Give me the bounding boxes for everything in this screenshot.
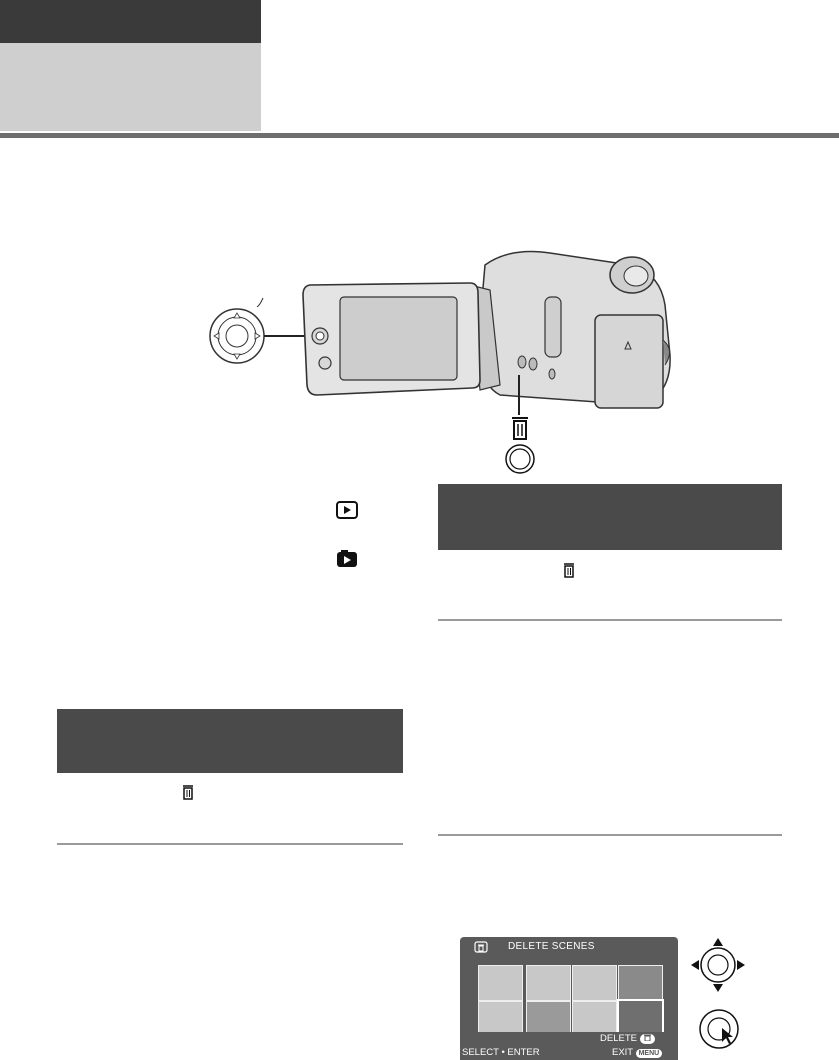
divider (438, 619, 782, 621)
trash-icon (562, 562, 576, 578)
section-tab-dark (0, 0, 261, 43)
delete-label: DELETE (600, 1033, 637, 1044)
picture-playback-icon (336, 550, 358, 568)
trash-icon (181, 784, 195, 800)
header-rule (0, 133, 839, 138)
delete-button-icon (503, 444, 537, 474)
divider (57, 843, 403, 845)
scene-thumbnail[interactable] (478, 965, 523, 1001)
divider (438, 834, 782, 836)
scene-thumbnail[interactable] (526, 965, 571, 1001)
section-banner-right (438, 484, 782, 550)
menu-badge: MENU (636, 1049, 663, 1058)
scene-thumbnail[interactable] (572, 965, 617, 1001)
enter-label: ENTER (507, 1047, 540, 1058)
joystick-direction-icon (690, 936, 746, 994)
scene-thumbnail[interactable] (618, 965, 663, 1001)
joystick-mini-icon: • (501, 1047, 505, 1058)
select-label: SELECT (462, 1047, 499, 1058)
trash-icon (643, 1034, 652, 1041)
delete-scenes-icon (474, 941, 488, 953)
delete-badge (640, 1034, 655, 1044)
exit-label: EXIT (612, 1047, 633, 1058)
lcd-title: DELETE SCENES (508, 941, 595, 952)
joystick-callout (210, 298, 315, 363)
lcd-footer (460, 1032, 678, 1060)
joystick-press-icon (698, 1008, 740, 1050)
trash-icon (508, 415, 532, 443)
section-banner-left (57, 709, 403, 773)
play-mode-icon (336, 501, 358, 519)
section-tab-light (0, 43, 261, 131)
camcorder-illustration (200, 245, 690, 470)
